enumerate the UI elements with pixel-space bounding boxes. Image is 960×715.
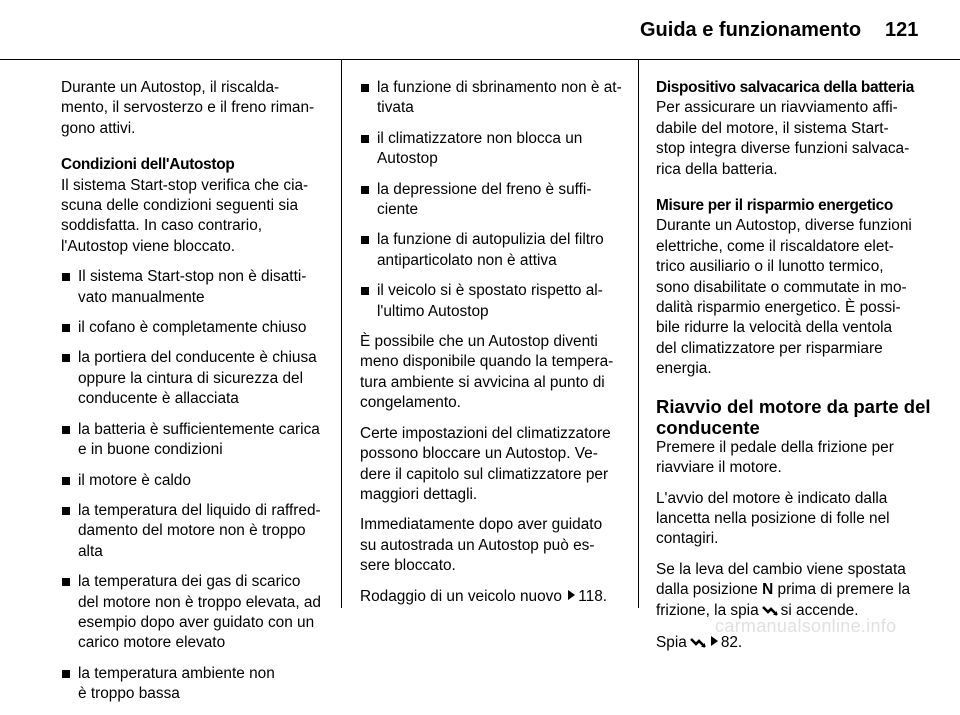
- list-item: la depressione del freno è suffi- ciente: [360, 180, 628, 221]
- bullet-icon: [62, 426, 70, 434]
- bullet-icon: [361, 236, 369, 244]
- list-item: il cofano è completamente chiuso: [61, 318, 331, 338]
- bullet-icon: [62, 324, 70, 332]
- spia-reference[interactable]: Spia 82.: [656, 633, 924, 655]
- heading-battery-saver: Dispositivo salvacarica della batteria: [656, 79, 915, 96]
- bullet-icon: [361, 287, 369, 295]
- page-number: 121: [885, 19, 919, 41]
- list-item: il climatizzatore non blocca un Autostop: [360, 129, 628, 170]
- paragraph-freezing: È possibile che un Autostop diventi meno disponibile quando la tempera- tura ambiente si avvicina al punto di congelamento.: [360, 333, 614, 412]
- autostop-indicator-icon: [690, 635, 706, 655]
- cross-reference[interactable]: Rodaggio di un veicolo nuovo 118.: [360, 587, 608, 605]
- list-item: Il sistema Start-stop non è disatti- vato manualmente: [61, 267, 331, 308]
- bullet-icon: [62, 507, 70, 515]
- heading-driver-restart: Riavvio del motore da parte del conducente: [656, 395, 931, 438]
- list-item: la funzione di sbrinamento non è at- tivata: [360, 78, 628, 119]
- section-heading-autostop-conditions: Condizioni dell'Autostop: [61, 156, 235, 174]
- list-item: il motore è caldo: [61, 471, 331, 491]
- bullet-icon: [62, 670, 70, 678]
- list-item: il veicolo si è spostato rispetto al- l'ultimo Autostop: [360, 281, 628, 322]
- reference-arrow-icon: [568, 590, 575, 600]
- bullet-icon: [361, 84, 369, 92]
- bullet-icon: [62, 354, 70, 362]
- page-title: Guida e funzionamento: [640, 19, 862, 41]
- paragraph-climate: Certe impostazioni del climatizzatore possono bloccare un Autostop. Ve- dere il capitolo sul climatizzatore per maggiori dettagli.: [360, 424, 611, 503]
- bullet-icon: [62, 578, 70, 586]
- paragraph-gear-lever: Se la leva del cambio viene spostata dalla posizione N prima di premere la frizione, la spia si accende.: [656, 560, 924, 623]
- list-item: la portiera del conducente è chiusa oppure la cintura di sicurezza del conducente è allacciata: [61, 348, 331, 409]
- paragraph-highway: Immediatamente dopo aver guidato su autostrada un Autostop può es- sere bloccato.: [360, 516, 603, 575]
- intro-paragraph: Durante un Autostop, il riscalda- mento, il servosterzo e il freno riman- gono attivi.: [61, 79, 315, 137]
- column-divider-1: [341, 60, 342, 608]
- page-header: [0, 0, 960, 60]
- column-divider-2: [638, 60, 639, 608]
- paragraph-tachometer: L'avvio del motore è indicato dalla lancetta nella posizione di folle nel contagiri.: [656, 489, 890, 548]
- list-item: la batteria è sufficientemente carica e in buone condizioni: [61, 420, 331, 461]
- list-item: la funzione di autopulizia del filtro antiparticolato non è attiva: [360, 230, 628, 271]
- bullet-icon: [361, 135, 369, 143]
- paragraph-clutch: Premere il pedale della frizione per riavviare il motore.: [656, 438, 894, 477]
- list-item: la temperatura dei gas di scarico del motore non è troppo elevata, ad esempio dopo aver guidato con un carico motore elevato: [61, 572, 331, 654]
- column-2: [360, 78, 628, 617]
- list-item: la temperatura ambiente non è troppo bassa: [61, 664, 331, 705]
- paragraph-energy: Durante un Autostop, diverse funzioni elettriche, come il riscaldatore elet- trico ausiliario o il lunotto termico, sono disabilitate o commutate in mo- dalità risparmio energetico. È possi- bile ridurre la velocità della ventola del climatizzatore per risparmiare energia.: [656, 217, 912, 378]
- header-rule: [0, 59, 960, 60]
- watermark: carmanualsonline.info: [715, 616, 897, 636]
- column-3: [656, 78, 931, 665]
- reference-arrow-icon: [711, 636, 718, 646]
- bullet-icon: [62, 273, 70, 281]
- bullet-icon: [62, 477, 70, 485]
- heading-energy-saving: Misure per il risparmio energetico: [656, 197, 893, 215]
- conditions-paragraph: Il sistema Start-stop verifica che cia- scuna delle condizioni seguenti sia soddisfatta. In caso contrario, l'Autostop viene bloccato.: [61, 176, 309, 255]
- column-1: [61, 78, 331, 715]
- bullet-icon: [361, 186, 369, 194]
- paragraph-battery: Per assicurare un riavviamento affi- dabile del motore, il sistema Start- stop integra diverse funzioni salvaca- rica della batteria.: [656, 99, 910, 178]
- list-item: la temperatura del liquido di raffred- damento del motore non è troppo alta: [61, 501, 331, 562]
